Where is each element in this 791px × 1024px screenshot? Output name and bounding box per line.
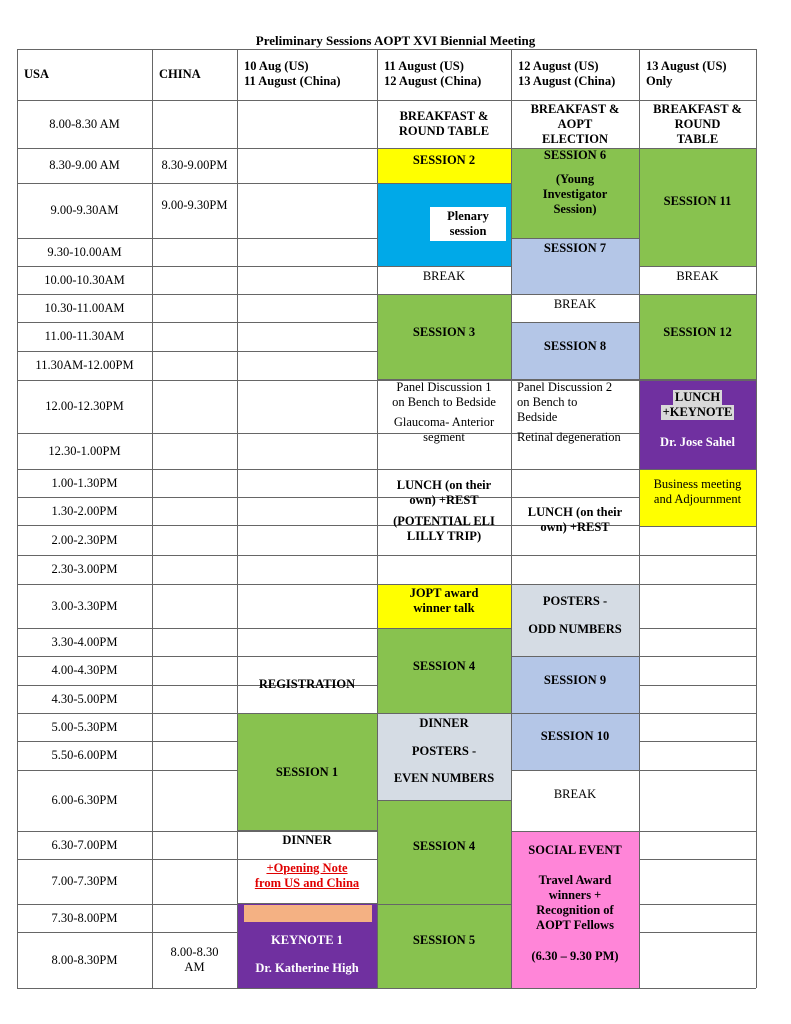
plenary-label: Plenary session (430, 207, 506, 241)
day13-break: BREAK (676, 268, 719, 283)
usa-time: 10.00-10.30AM (44, 272, 125, 287)
session-11-label: SESSION 11 (663, 193, 732, 208)
header-day-12 (511, 49, 639, 100)
business-label: Business meeting and Adjournment (653, 477, 742, 506)
travel-award: Travel Award winners + Recognition of AOPT Fellows (536, 873, 614, 932)
header-day-10 (237, 49, 377, 100)
usa-time: 8.00-8.30PM (51, 952, 118, 967)
usa-time: 9.30-10.00AM (47, 244, 122, 259)
lunch-keynote-label: LUNCH +KEYNOTE (662, 390, 733, 419)
usa-time: 1.30-2.00PM (51, 503, 118, 518)
day13-breakfast: BREAKFAST & ROUND TABLE (653, 101, 742, 146)
day11-breakfast: BREAKFAST & ROUND TABLE (398, 109, 490, 138)
day10-dinner: DINNER (282, 832, 332, 847)
even-posters-a: POSTERS - (411, 743, 477, 758)
usa-time: 3.00-3.30PM (51, 598, 118, 613)
session-3-label: SESSION 3 (412, 324, 476, 339)
social-event-time: (6.30 – 9.30 PM) (531, 948, 619, 963)
session-8-label: SESSION 8 (543, 338, 607, 353)
china-time: 9.00-9.30PM (161, 198, 228, 212)
session-4b-label: SESSION 4 (412, 838, 476, 853)
usa-time: 9.00-9.30AM (50, 203, 119, 217)
usa-time: 11.00-11.30AM (44, 329, 125, 343)
usa-time: 6.30-7.00PM (51, 837, 118, 852)
social-event-label: SOCIAL EVENT (528, 842, 622, 857)
usa-time: 4.30-5.00PM (51, 691, 118, 706)
usa-time: 7.00-7.30PM (51, 874, 118, 888)
day12-lunch: LUNCH (on their own) +REST (527, 505, 623, 534)
header-day-12-us: 12 August (US) (518, 59, 599, 73)
header-day-11-china: 12 August (China) (384, 74, 482, 88)
usa-time: 8.00-8.30 AM (49, 116, 120, 131)
day11-break: BREAK (422, 268, 466, 283)
registration: REGISTRATION (258, 676, 356, 691)
day12-break-2: BREAK (553, 786, 597, 801)
day12-break: BREAK (553, 296, 597, 311)
panel-1: Panel Discussion 1 on Bench to Bedside Glaucoma- Anterior segment (392, 380, 496, 444)
session-10-label: SESSION 10 (540, 728, 610, 743)
header-day-12-china: 13 August (China) (518, 74, 616, 88)
china-time: 8.00-8.30 AM (170, 945, 219, 974)
usa-time: 10.30-11.00AM (44, 300, 125, 315)
even-posters-b: EVEN NUMBERS (393, 770, 495, 785)
usa-time: 3.30-4.00PM (51, 634, 118, 649)
usa-time: 2.30-3.00PM (51, 562, 118, 576)
usa-time: 12.00-12.30PM (45, 399, 124, 413)
usa-time: 12.30-1.00PM (48, 443, 121, 458)
page-title: Preliminary Sessions AOPT XVI Biennial Meeting (255, 33, 536, 48)
usa-time: 1.00-1.30PM (51, 475, 118, 490)
header-day-13-us: 13 August (US) (646, 59, 727, 73)
day11-lunch: LUNCH (on their own) +REST (POTENTIAL ELI LILLY TRIP) (393, 478, 495, 543)
day11-dinner: DINNER (419, 715, 469, 730)
header-day-10-china: 11 August (China) (244, 74, 341, 88)
header-day-11-us: 11 August (US) (384, 59, 464, 73)
panel-2: Panel Discussion 2 on Bench to Bedside Retinal degeneration (517, 380, 621, 444)
usa-time: 7.30-8.00PM (51, 910, 118, 925)
usa-time: 8.30-9.00 AM (49, 158, 120, 172)
odd-posters-a: POSTERS - (542, 593, 608, 608)
usa-time: 11.30AM-12.00PM (35, 358, 134, 372)
session-1-label: SESSION 1 (275, 764, 339, 779)
header-day-13-only: Only (646, 74, 673, 88)
keynote-speaker: Dr. Jose Sahel (660, 434, 735, 449)
session-4a-label: SESSION 4 (412, 658, 476, 673)
session-6-label: SESSION 6 (Young Investigator Session) (542, 148, 608, 216)
odd-posters-b: ODD NUMBERS (528, 621, 622, 636)
header-day-13 (639, 49, 756, 100)
header-china: CHINA (159, 67, 201, 81)
opening-note: +Opening Note from US and China (254, 861, 360, 890)
usa-time: 4.00-4.30PM (51, 663, 118, 677)
keynote-1-label: KEYNOTE 1 (271, 932, 343, 947)
peach-bar (244, 905, 372, 922)
jopt-label: JOPT award winner talk (409, 586, 479, 615)
usa-time: 5.00-5.30PM (51, 719, 118, 734)
header-day-10-us: 10 Aug (US) (244, 59, 309, 73)
header-usa: USA (24, 67, 50, 81)
keynote-1-speaker: Dr. Katherine High (255, 960, 359, 975)
session-12-label: SESSION 12 (663, 324, 732, 339)
day12-breakfast: BREAKFAST & AOPT ELECTION (530, 101, 620, 146)
usa-time: 2.00-2.30PM (51, 532, 118, 547)
china-time: 8.30-9.00PM (161, 158, 228, 172)
session-9-label: SESSION 9 (543, 672, 607, 687)
session-5-label: SESSION 5 (412, 932, 476, 947)
session-2-label: SESSION 2 (412, 152, 476, 167)
usa-time: 5.50-6.00PM (51, 748, 118, 762)
usa-time: 6.00-6.30PM (51, 793, 118, 807)
header-day-11 (377, 49, 511, 100)
session-7-label: SESSION 7 (543, 240, 607, 255)
